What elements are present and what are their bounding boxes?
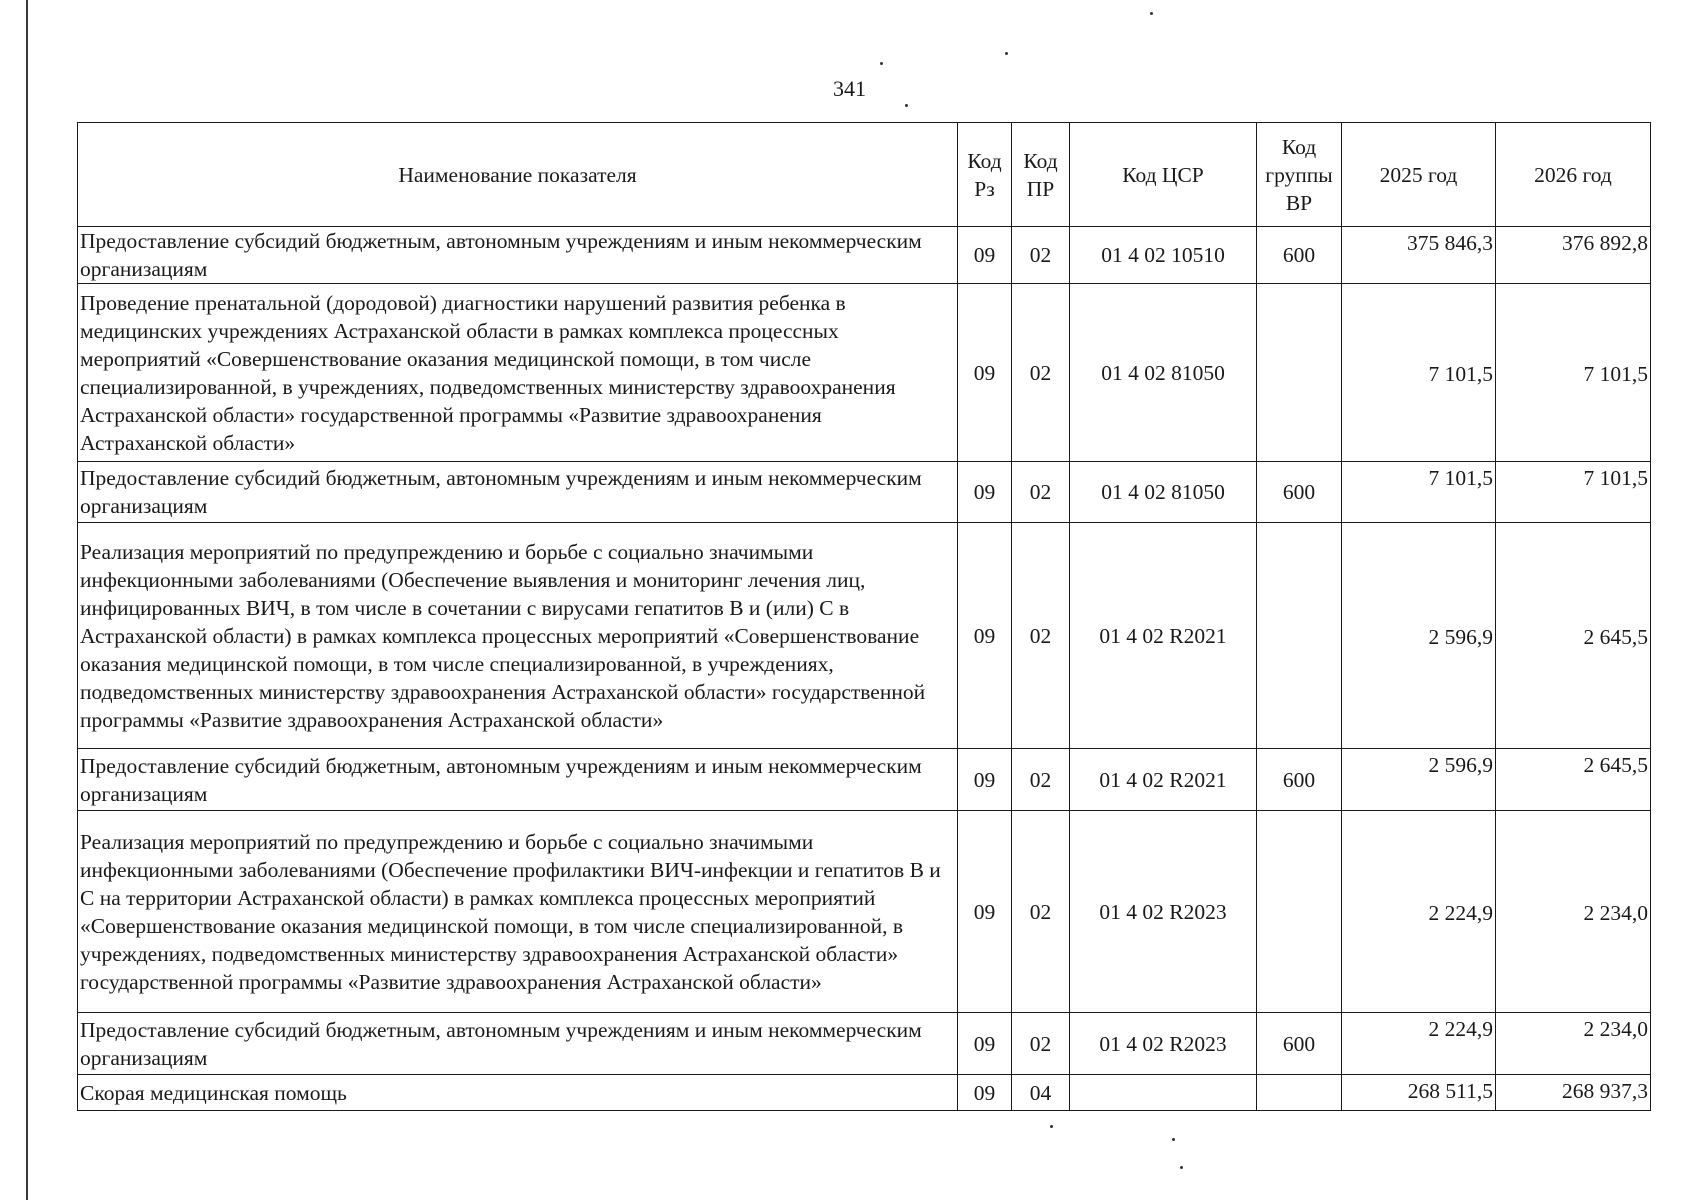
row-name: Скорая медицинская помощь (78, 1075, 958, 1111)
row-2025: 2 224,9 (1342, 811, 1496, 1013)
row-pr: 02 (1012, 749, 1070, 811)
row-pr: 02 (1012, 284, 1070, 462)
scan-speck (1150, 12, 1153, 15)
row-pr: 04 (1012, 1075, 1070, 1111)
row-csr: 01 4 02 R2023 (1070, 811, 1257, 1013)
row-pr: 02 (1012, 227, 1070, 284)
row-vr: 600 (1257, 1013, 1342, 1075)
table-row (78, 284, 1651, 462)
row-2026: 7 101,5 (1496, 284, 1651, 462)
row-2026: 2 645,5 (1496, 523, 1651, 749)
row-vr: 600 (1257, 462, 1342, 523)
row-pr: 02 (1012, 1013, 1070, 1075)
row-vr: 600 (1257, 227, 1342, 284)
scan-speck (1050, 1125, 1053, 1128)
row-csr: 01 4 02 81050 (1070, 284, 1257, 462)
row-2026: 376 892,8 (1496, 227, 1651, 284)
row-vr (1257, 523, 1342, 749)
row-csr: 01 4 02 81050 (1070, 462, 1257, 523)
scan-left-edge (26, 0, 28, 1200)
row-2025: 2 596,9 (1342, 749, 1496, 811)
row-2026: 2 234,0 (1496, 811, 1651, 1013)
scan-speck (1172, 1138, 1175, 1141)
table-row (78, 1013, 1651, 1075)
table-header-row (78, 123, 1651, 227)
row-name: Предоставление субсидий бюджетным, автономным учреждениям и иным некоммерческим организациям (78, 462, 958, 523)
row-vr (1257, 284, 1342, 462)
scan-speck (1005, 52, 1008, 55)
row-csr: 01 4 02 R2021 (1070, 749, 1257, 811)
table-row (78, 227, 1651, 284)
row-name: Предоставление субсидий бюджетным, автономным учреждениям и иным некоммерческим организациям (78, 749, 958, 811)
scan-speck (905, 104, 908, 107)
header-name: Наименование показателя (78, 123, 958, 227)
header-2025: 2025 год (1342, 123, 1496, 227)
row-2025: 7 101,5 (1342, 462, 1496, 523)
table-row (78, 749, 1651, 811)
row-2025: 375 846,3 (1342, 227, 1496, 284)
row-name: Проведение пренатальной (дородовой) диагностики нарушений развития ребенка в медицинских учреждениях Астраханской области в рамках комплекса процессных мероприятий «Совершенствование оказания медицинской помощи, в том числе специализированной, в учреждениях, подведомственных министерству здравоохранения Астраханской области» государственной программы «Развитие здравоохранения Астраханской области» (78, 284, 958, 462)
table-row (78, 1075, 1651, 1111)
row-rz: 09 (958, 749, 1012, 811)
table-row (78, 523, 1651, 749)
row-rz: 09 (958, 811, 1012, 1013)
row-name: Реализация мероприятий по предупреждению и борьбе с социально значимыми инфекционными заболеваниями (Обеспечение профилактики ВИЧ-инфекции и гепатитов B и C на территории Астраханской области) в рамках комплекса процессных мероприятий «Совершенствование оказания медицинской помощи, в том числе специализированной, в учреждениях, подведомственных министерству здравоохранения Астраханской области» государственной программы «Развитие здравоохранения Астраханской области» (78, 811, 958, 1013)
row-rz: 09 (958, 284, 1012, 462)
row-2026: 7 101,5 (1496, 462, 1651, 523)
row-2026: 2 234,0 (1496, 1013, 1651, 1075)
row-name: Предоставление субсидий бюджетным, автономным учреждениям и иным некоммерческим организациям (78, 227, 958, 284)
row-2025: 2 224,9 (1342, 1013, 1496, 1075)
row-pr: 02 (1012, 523, 1070, 749)
row-rz: 09 (958, 1013, 1012, 1075)
row-2026: 268 937,3 (1496, 1075, 1651, 1111)
header-pr: Код ПР (1012, 123, 1070, 227)
row-vr (1257, 1075, 1342, 1111)
row-name: Реализация мероприятий по предупреждению и борьбе с социально значимыми инфекционными заболеваниями (Обеспечение выявления и мониторинг лечения лиц, инфицированных ВИЧ, в том числе в сочетании с вирусами гепатитов B и (или) C в Астраханской области) в рамках комплекса процессных мероприятий «Совершенствование оказания медицинской помощи, в том числе специализированной, в учреждениях, подведомственных министерству здравоохранения Астраханской области» государственной программы «Развитие здравоохранения Астраханской области» (78, 523, 958, 749)
header-vr: Код группы ВР (1257, 123, 1342, 227)
row-rz: 09 (958, 462, 1012, 523)
row-rz: 09 (958, 1075, 1012, 1111)
page-number: 341 (833, 76, 866, 101)
row-csr: 01 4 02 10510 (1070, 227, 1257, 284)
row-2026: 2 645,5 (1496, 749, 1651, 811)
budget-table (77, 122, 1651, 1111)
row-rz: 09 (958, 227, 1012, 284)
header-rz: Код Рз (958, 123, 1012, 227)
row-csr: 01 4 02 R2023 (1070, 1013, 1257, 1075)
header-csr: Код ЦСР (1070, 123, 1257, 227)
row-2025: 2 596,9 (1342, 523, 1496, 749)
row-name: Предоставление субсидий бюджетным, автономным учреждениям и иным некоммерческим организациям (78, 1013, 958, 1075)
table-row (78, 462, 1651, 523)
scan-speck (1180, 1166, 1183, 1169)
scan-speck (880, 62, 883, 65)
row-rz: 09 (958, 523, 1012, 749)
row-vr (1257, 811, 1342, 1013)
row-vr: 600 (1257, 749, 1342, 811)
table-row (78, 811, 1651, 1013)
row-csr (1070, 1075, 1257, 1111)
row-pr: 02 (1012, 811, 1070, 1013)
row-pr: 02 (1012, 462, 1070, 523)
row-2025: 268 511,5 (1342, 1075, 1496, 1111)
header-2026: 2026 год (1496, 123, 1651, 227)
row-2025: 7 101,5 (1342, 284, 1496, 462)
row-csr: 01 4 02 R2021 (1070, 523, 1257, 749)
